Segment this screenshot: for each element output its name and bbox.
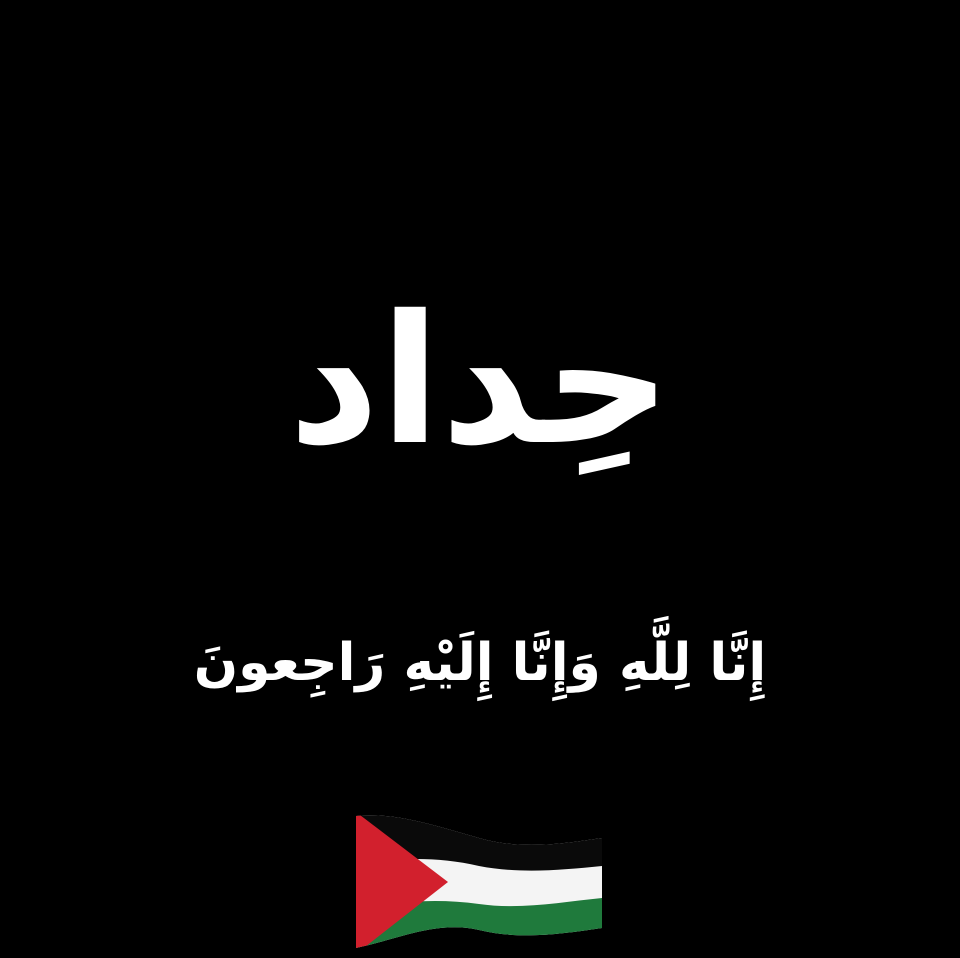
verse-text: إِنَّا لِلَّهِ وَإِنَّا إِلَيْهِ رَاجِعونَ: [193, 633, 767, 693]
palestine-flag-icon: [356, 812, 602, 954]
mourning-headline: حِداد: [288, 277, 672, 484]
